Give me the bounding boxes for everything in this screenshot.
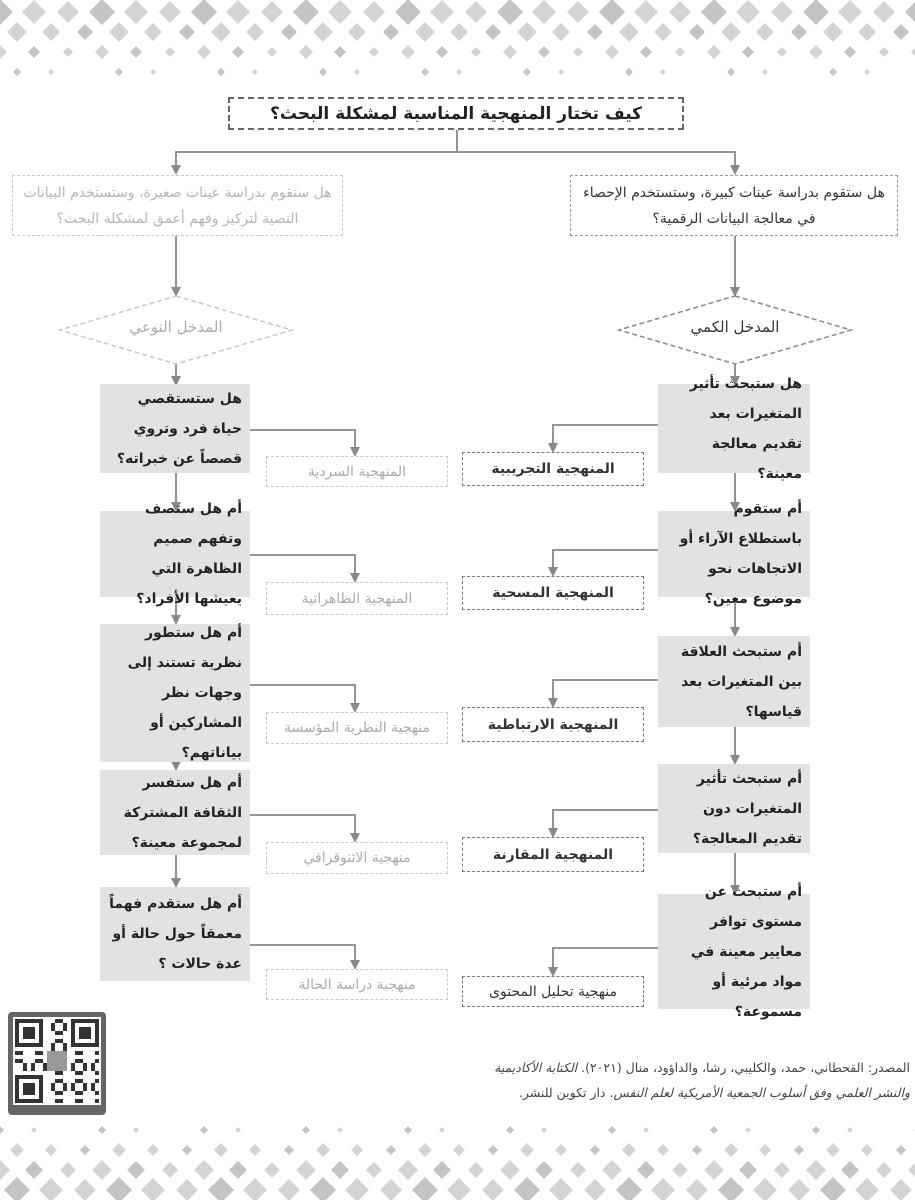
qualitative-question: هل ستقوم بدراسة عينات صغيرة، وستستخدم البيانات النصية لتركيز وفهم أعمق لمشكلة البحث؟ [12, 175, 343, 236]
qualitative-step-5-question: أم هل ستقدم فهماً معمقاً حول حالة أو عدة حالات ؟ [100, 887, 250, 981]
qualitative-step-1-question: هل ستستقصي حياة فرد وتروي قصصاً عن خبراته؟ [100, 384, 250, 473]
qualitative-approach-label: المدخل النوعي [129, 318, 223, 336]
qualitative-step-5-method: منهجية دراسة الحالة [266, 969, 448, 1000]
quantitative-question: هل ستقوم بدراسة عينات كبيرة، وستستخدم الإحصاء في معالجة البيانات الرقمية؟ [570, 175, 898, 236]
qualitative-step-2-method: المنهجية الظاهراتية [266, 582, 448, 615]
qualitative-step-4-question: أم هل ستفسر الثقافة المشتركة لمجموعة معينة؟ [100, 770, 250, 855]
quantitative-step-1-method: المنهجية التجريبية [462, 452, 644, 486]
qualitative-step-3-method: منهجية النظرية المؤسسة [266, 712, 448, 744]
quantitative-step-3-method: المنهجية الارتباطية [462, 707, 644, 742]
qualitative-step-3-question: أم هل ستطور نظرية تستند إلى وجهات نظر المشاركين أو بياناتهم؟ [100, 624, 250, 762]
quantitative-step-4-method: المنهجية المقارنة [462, 837, 644, 872]
quantitative-step-5-method: منهجية تحليل المحتوى [462, 976, 644, 1007]
source-line-1: المصدر: القحطاني، حمد، والكليبي، رشا، والداؤود، منال (٢٠٢١). الكتابة الأكاديمية [494, 1060, 910, 1075]
quantitative-step-1-question: هل ستبحث تأثير المتغيرات بعد تقديم معالجة معينة؟ [658, 384, 810, 473]
quantitative-step-5-question: أم ستبحث عن مستوى توافر معايير معينة في مواد مرئية أو مسموعة؟ [658, 894, 810, 1009]
qualitative-step-1-method: المنهجية السردية [266, 456, 448, 487]
qr-code [8, 1012, 106, 1115]
quantitative-step-2-question: أم ستقوم باستطلاع الآراء أو الاتجاهات نحو موضوع معين؟ [658, 511, 810, 597]
quantitative-approach-label: المدخل الكمي [690, 318, 780, 336]
quantitative-step-4-question: أم ستبحث تأثير المتغيرات دون تقديم المعالجة؟ [658, 764, 810, 853]
qualitative-step-2-question: أم هل ستصف وتفهم صميم الظاهرة التي يعيشها الأفراد؟ [100, 511, 250, 597]
page-title: كيف تختار المنهجية المناسبة لمشكلة البحث؟ [228, 97, 684, 130]
source-line-2: والنشر العلمي وفق أسلوب الجمعية الأمريكية لعلم النفس. دار تكوين للنشر. [518, 1085, 910, 1100]
source-citation [150, 1055, 910, 1105]
quantitative-step-3-question: أم ستبحث العلاقة بين المتغيرات بعد قياسها؟ [658, 636, 810, 727]
quantitative-step-2-method: المنهجية المسحية [462, 576, 644, 610]
qualitative-step-4-method: منهجية الاثنوقرافي [266, 842, 448, 874]
